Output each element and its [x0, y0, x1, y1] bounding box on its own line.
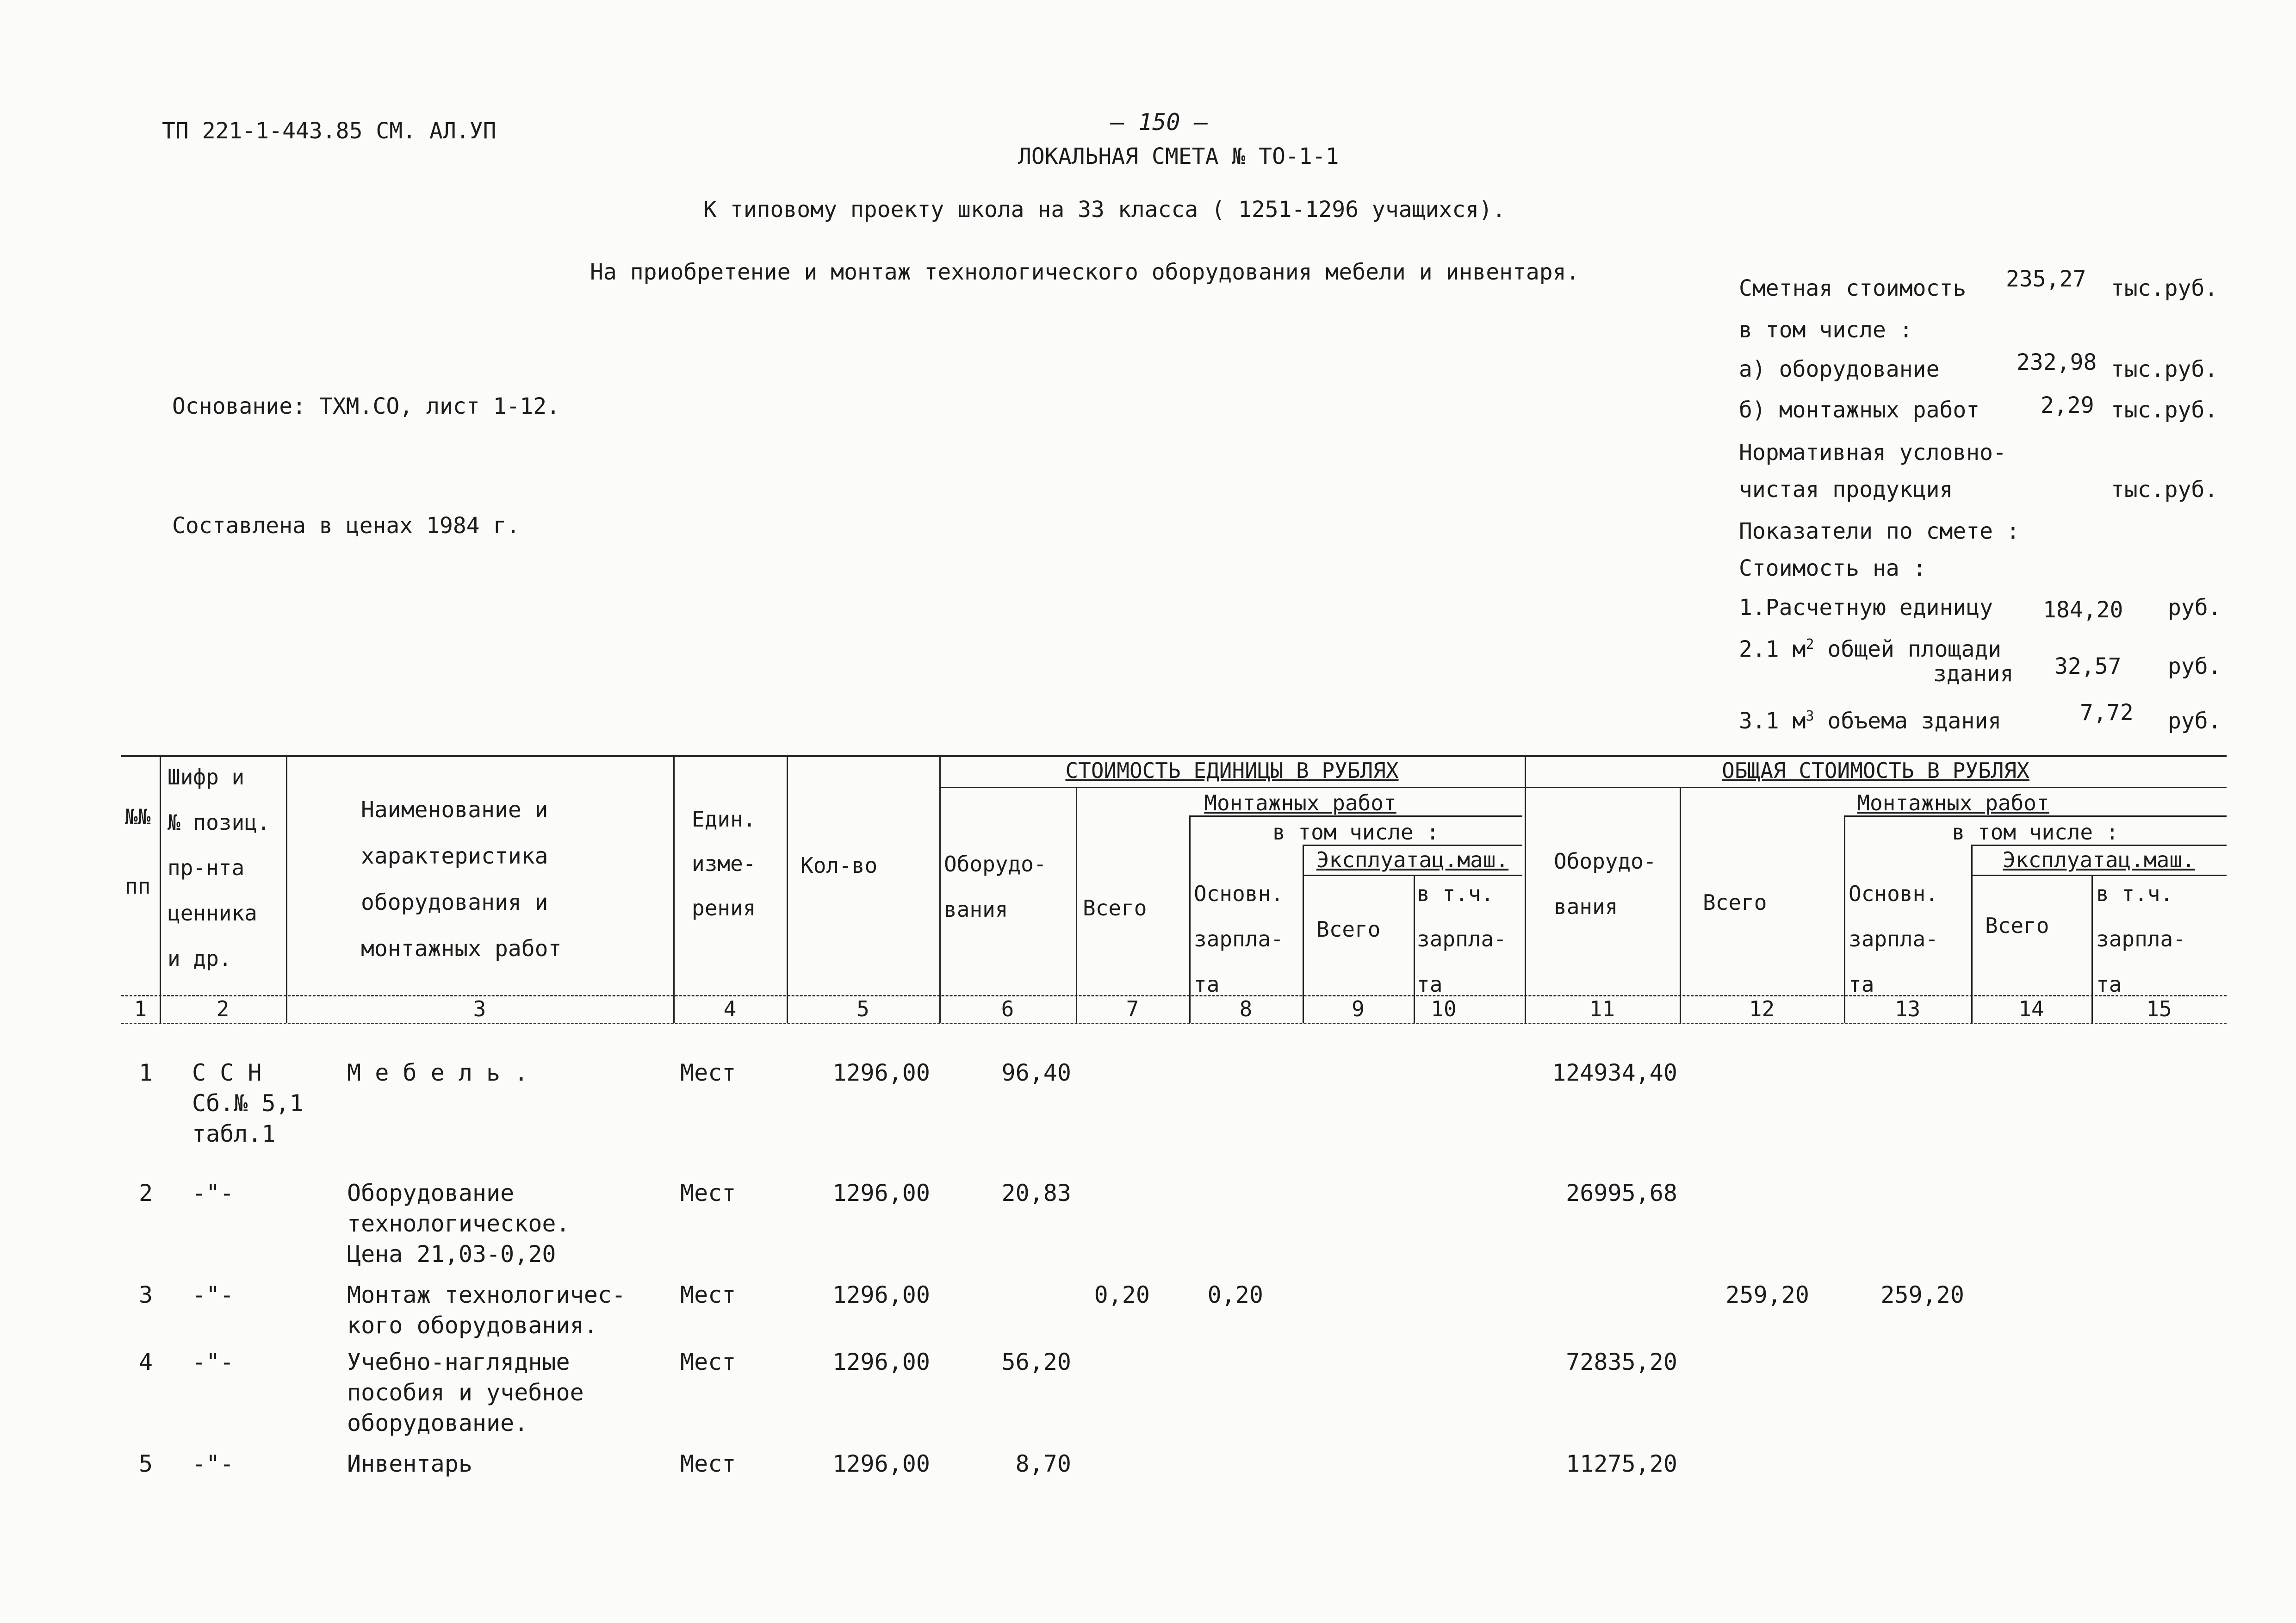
col-qty-header: Кол-во — [800, 853, 878, 878]
volume-cost-value: 7,72 — [2080, 700, 2134, 726]
col-number: 14 — [2018, 996, 2044, 1021]
col-total-expl-salary-header: в т.ч. зарпла- та — [2096, 881, 2186, 997]
col-salary-header: Основн. зарпла- та — [1194, 881, 1284, 997]
cell-name: Инвентарь — [347, 1450, 472, 1477]
cell-unit: Мест — [680, 1349, 736, 1375]
col-number: 8 — [1239, 996, 1253, 1021]
unit-cost-label: 1.Расчетную единицу — [1739, 595, 1993, 621]
estimated-cost-unit: тыс.руб. — [2111, 275, 2218, 301]
cell-code: -"- — [192, 1349, 234, 1375]
estimated-cost-value: 235,27 — [2006, 266, 2086, 292]
cell-unit: Мест — [680, 1450, 736, 1477]
cost-per-label: Стоимость на : — [1739, 555, 1926, 581]
including-label: в том числе : — [1739, 317, 1913, 343]
area-cost-currency: руб. — [2168, 653, 2222, 679]
cell-name: Оборудование технологическое. Цена 21,03-0,20 — [347, 1180, 570, 1268]
cell-qty: 1296,00 — [832, 1281, 930, 1308]
cell-qty: 1296,00 — [832, 1059, 930, 1086]
basis-text: Основание: ТХМ.СО, лист 1-12. — [172, 393, 560, 419]
total-cost-group-heading: ОБЩАЯ СТОИМОСТЬ В РУБЛЯХ — [1722, 758, 2029, 783]
cell-equip: 20,83 — [1001, 1180, 1071, 1206]
document-title: ЛОКАЛЬНАЯ СМЕТА № ТО-1-1 — [1018, 143, 1339, 169]
cell-unit: Мест — [680, 1059, 736, 1086]
indicators-label: Показатели по смете : — [1739, 518, 2020, 544]
equipment-label: а) оборудование — [1739, 356, 1940, 382]
unit-cost-group-heading: СТОИМОСТЬ ЕДИНИЦЫ В РУБЛЯХ — [1065, 758, 1399, 783]
col-equip-header: Оборудо- вания — [944, 852, 1047, 922]
document-purpose: На приобретение и монтаж технологического оборудования мебели и инвентаря. — [590, 259, 1580, 285]
volume-label: 3.1 $м^3$ объема здания — [1739, 708, 2002, 734]
installation-value: 2,29 — [2041, 392, 2094, 418]
col-number: 6 — [1001, 996, 1014, 1021]
col-number: 10 — [1431, 996, 1457, 1021]
cell-qty: 1296,00 — [832, 1450, 930, 1477]
cell-c11: 124934,40 — [1552, 1059, 1677, 1086]
cell-equip: 96,40 — [1001, 1059, 1071, 1086]
col-name-header: Наименование и характеристика оборудования и монтажных работ — [361, 797, 562, 962]
col-number: 1 — [134, 996, 147, 1021]
col-number: 15 — [2146, 996, 2172, 1021]
installation-label: б) монтажных работ — [1739, 397, 1980, 423]
unit-installation-heading: Монтажных работ — [1204, 790, 1396, 815]
cell-c11: 72835,20 — [1566, 1349, 1677, 1375]
page-number: – 150 – — [1111, 109, 1208, 136]
total-including-heading: в том числе : — [1952, 820, 2119, 845]
col-unit-header: Един. изме- рения — [692, 807, 756, 920]
unit-exploitation-heading: Эксплуатац.маш. — [1316, 847, 1509, 872]
cell-code: -"- — [192, 1450, 234, 1477]
cell-n: 3 — [139, 1281, 153, 1308]
prices-text: Составлена в ценах 1984 г. — [172, 513, 520, 539]
col-total-expl-header: Всего — [1985, 913, 2049, 938]
project-code: ТП 221-1-443.85 СМ. АЛ.УП — [162, 118, 496, 144]
cell-qty: 1296,00 — [832, 1180, 930, 1206]
equipment-unit: тыс.руб. — [2111, 356, 2218, 382]
unit-cost-currency: руб. — [2168, 595, 2222, 621]
cell-name: Учебно-наглядные пособия и учебное оборудование. — [347, 1349, 584, 1436]
normative-label-2: чистая продукция — [1739, 477, 1953, 503]
total-installation-heading: Монтажных работ — [1857, 790, 2049, 815]
cell-code: С С Н Сб.№ 5,1 табл.1 — [192, 1059, 304, 1147]
cell-c12: 259,20 — [1725, 1281, 1809, 1308]
normative-label-1: Нормативная условно- — [1739, 440, 2006, 466]
area-cost-value: 32,57 — [2054, 653, 2122, 679]
equipment-value: 232,98 — [2017, 349, 2097, 375]
col-number: 5 — [856, 996, 869, 1021]
col-expl-salary-header: в т.ч. зарпла- та — [1417, 881, 1507, 997]
cell-c8: 0,20 — [1207, 1281, 1263, 1308]
estimated-cost-label: Сметная стоимость — [1739, 275, 1967, 301]
col-num-header: №№ пп — [125, 804, 151, 899]
unit-cost-value: 184,20 — [2043, 597, 2123, 623]
cell-n: 1 — [139, 1059, 153, 1086]
cell-name: М е б е л ь . — [347, 1059, 528, 1086]
col-number: 3 — [473, 996, 486, 1021]
col-number: 2 — [216, 996, 230, 1021]
cell-qty: 1296,00 — [832, 1349, 930, 1375]
cell-equip: 8,70 — [1015, 1450, 1071, 1477]
cell-n: 4 — [139, 1349, 153, 1375]
area-label: 2.1 $м^2$ общей площади — [1739, 636, 2002, 662]
col-number: 4 — [723, 996, 737, 1021]
document-subtitle: К типовому проекту школа на 33 класса ( 1251-1296 учащихся). — [703, 197, 1506, 223]
area-label-building: здания — [1933, 661, 2014, 687]
cell-c11: 26995,68 — [1566, 1180, 1677, 1206]
col-expl-total-header: Всего — [1316, 917, 1381, 942]
col-number: 9 — [1352, 996, 1365, 1021]
col-number: 7 — [1126, 996, 1139, 1021]
cell-unit: Мест — [680, 1281, 736, 1308]
col-total-inst-header: Всего — [1703, 890, 1767, 915]
col-total-salary-header: Основн. зарпла- та — [1849, 881, 1938, 997]
cell-code: -"- — [192, 1180, 234, 1206]
cell-n: 5 — [139, 1450, 153, 1477]
col-total-equip-header: Оборудо- вания — [1554, 849, 1657, 919]
col-number: 13 — [1894, 996, 1921, 1021]
cell-c11: 11275,20 — [1566, 1450, 1677, 1477]
unit-including-heading: в том числе : — [1272, 820, 1440, 845]
cell-name: Монтаж технологичес- кого оборудования. — [347, 1281, 626, 1339]
col-total-header: Всего — [1083, 895, 1147, 920]
col-code-header: Шифр и № позиц. пр-нта ценника и др. — [168, 765, 270, 971]
col-number: 12 — [1749, 996, 1775, 1021]
cell-c7: 0,20 — [1094, 1281, 1150, 1308]
normative-unit: тыс.руб. — [2111, 477, 2218, 503]
installation-unit: тыс.руб. — [2111, 397, 2218, 423]
cell-unit: Мест — [680, 1180, 736, 1206]
volume-cost-currency: руб. — [2168, 708, 2222, 734]
cell-n: 2 — [139, 1180, 153, 1206]
cell-equip: 56,20 — [1001, 1349, 1071, 1375]
total-exploitation-heading: Эксплуатац.маш. — [2003, 847, 2195, 872]
col-number: 11 — [1589, 996, 1615, 1021]
cell-c13: 259,20 — [1880, 1281, 1964, 1308]
cell-code: -"- — [192, 1281, 234, 1308]
